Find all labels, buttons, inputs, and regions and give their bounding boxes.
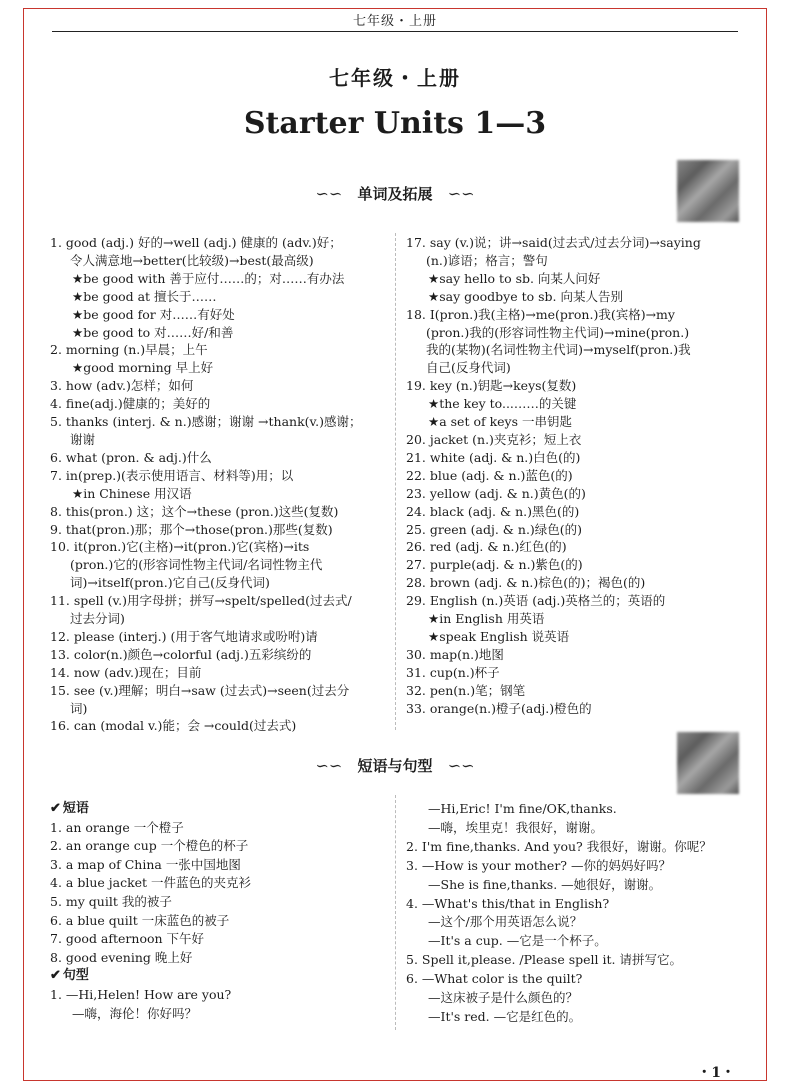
vocab-entry-line: ★good morning 早上好	[72, 360, 214, 376]
units-title: Starter Units 1—3	[243, 106, 547, 141]
sentence-line: —嗨，埃里克！我很好，谢谢。	[428, 819, 604, 835]
sentence-line: 3. —How is your mother? —你的妈妈好吗？	[406, 857, 671, 873]
vocab-entry-line: 11. spell (v.)用字母拼；拼写→spelt/spelled(过去式/	[50, 593, 352, 609]
vocab-entry-line: ★in English 用英语	[428, 611, 545, 627]
vocab-entry-line: ★be good at 擅长于……	[72, 288, 217, 304]
vocab-entry-line: 14. now (adv.)现在；目前	[50, 664, 202, 680]
section-header-phrases	[0, 755, 790, 776]
section-title-phrases: 短语与句型	[357, 757, 433, 775]
sentence-line: —Hi,Eric! I'm fine/OK,thanks.	[428, 801, 617, 816]
check-icon: ✔	[50, 801, 61, 816]
qr-code-phrases[interactable]	[677, 732, 739, 794]
vocab-column-right	[406, 234, 746, 717]
swirl-ornament-right: ∽∽	[447, 756, 475, 775]
section-header-vocab	[0, 183, 790, 204]
vocab-entry-line: 13. color(n.)颜色→colorful (adj.)五彩缤纷的	[50, 646, 312, 662]
vocab-entry-line: 25. green (adj. & n.)绿色(的)	[406, 521, 583, 537]
vocab-entry-line: 29. English (n.)英语 (adj.)英格兰的；英语的	[406, 593, 666, 609]
vocab-entry-line: 过去分词)	[70, 611, 125, 627]
vocab-entry-line: 我的(某物)(名词性物主代词)→myself(pron.)我	[426, 342, 691, 358]
vocab-entry-line: 9. that(pron.)那；那个→those(pron.)那些(复数)	[50, 521, 333, 537]
vocab-entry-line: 17. say (v.)说；讲→said(过去式/过去分词)→saying	[406, 235, 701, 250]
vocab-entry-line: 词)	[70, 700, 88, 716]
sentence-line: 5. Spell it,please. /Please spell it. 请拼写它。	[406, 952, 682, 968]
sentence-line: —It's a cup. —它是一个杯子。	[428, 933, 607, 949]
sentence-line: —这个/那个用英语怎么说？	[428, 914, 583, 930]
swirl-ornament-left: ∽∽	[315, 756, 343, 775]
vocab-entry-line: (n.)谚语；格言；警句	[426, 252, 548, 268]
sentence-line: 4. —What's this/that in English?	[406, 895, 610, 911]
vocab-entry-line: 词)→itself(pron.)它自己(反身代词)	[70, 575, 270, 591]
vocab-entry-line: ★in Chinese 用汉语	[72, 485, 192, 501]
vocab-entry-line: 7. in(prep.)(表示使用语言、材料等)用；以	[50, 467, 294, 483]
sentence-line: —这床被子是什么颜色的？	[428, 990, 579, 1006]
vocab-entry-line: 19. key (n.)钥匙→keys(复数)	[406, 378, 577, 394]
vocab-entry-line: 谢谢	[70, 431, 96, 447]
vocab-entry-line: 32. pen(n.)笔；钢笔	[406, 682, 526, 698]
swirl-ornament-right: ∽∽	[447, 184, 475, 203]
vocab-entry-line: 26. red (adj. & n.)红色(的)	[406, 539, 567, 555]
phrase-item: 4. a blue jacket 一件蓝色的夹克衫	[50, 875, 252, 891]
vocab-entry-line: 1. good (adj.) 好的→well (adj.) 健康的 (adv.)好；	[50, 235, 342, 250]
vocab-entry-line: ★a set of keys 一串钥匙	[428, 414, 572, 430]
vocab-entry-line: 自己(反身代词)	[426, 360, 511, 376]
phrase-item: 8. good evening 晚上好	[50, 949, 193, 965]
vocab-entry-line: ★the key to...……的关键	[428, 396, 577, 412]
vocab-entry-line: 令人满意地→better(比较级)→best(最高级)	[70, 252, 314, 268]
vocab-entry-line: ★be good for 对……有好处	[72, 306, 235, 322]
sentence-line: 6. —What color is the quilt?	[406, 971, 583, 987]
vocab-entry-line: 18. I(pron.)我(主格)→me(pron.)我(宾格)→my	[406, 306, 675, 322]
sentence-line: —嗨，海伦！你好吗？	[72, 1005, 198, 1021]
vocab-entry-line: 5. thanks (interj. & n.)感谢；谢谢 →thank(v.)感谢；	[50, 414, 362, 430]
vocab-entry-line: (pron.)它的(形容词性物主代词/名词性物主代	[70, 557, 323, 573]
running-header: 七年级・上册	[352, 14, 437, 29]
phrase-item: 7. good afternoon 下午好	[50, 931, 205, 947]
column-divider	[395, 233, 396, 730]
swirl-ornament-left: ∽∽	[315, 184, 343, 203]
phrase-item: 6. a blue quilt 一床蓝色的被子	[50, 912, 230, 928]
phrase-item: 5. my quilt 我的被子	[50, 893, 172, 909]
vocab-column-left	[50, 234, 385, 735]
vocab-entry-line: (pron.)我的(形容词性物主代词)→mine(pron.)	[426, 324, 690, 340]
vocab-entry-line: 10. it(pron.)它(主格)→it(pron.)它(宾格)→its	[50, 539, 310, 555]
vocab-entry-line: 21. white (adj. & n.)白色(的)	[406, 449, 581, 465]
check-icon: ✔	[50, 968, 61, 984]
phrase-item: 1. an orange 一个橙子	[50, 819, 184, 835]
sentence-line: —She is fine,thanks. —她很好，谢谢。	[428, 876, 662, 892]
vocab-entry-line: 33. orange(n.)橙子(adj.)橙色的	[406, 700, 592, 716]
sentence-line: 1. —Hi,Helen! How are you?	[50, 986, 232, 1002]
qr-code-vocab[interactable]	[677, 160, 739, 222]
vocab-entry-line: 12. please (interj.) (用于客气地请求或吩咐)请	[50, 628, 318, 644]
grade-title: 七年级・上册	[329, 66, 461, 90]
vocab-entry-line: 2. morning (n.)早晨；上午	[50, 342, 208, 358]
vocab-entry-line: 22. blue (adj. & n.)蓝色(的)	[406, 467, 573, 483]
phrase-item: 3. a map of China 一张中国地图	[50, 856, 241, 872]
section-title-vocab: 单词及拓展	[357, 185, 433, 203]
sentence-line: —It's red. —它是红色的。	[428, 1008, 582, 1024]
header-rule	[52, 31, 738, 32]
vocab-entry-line: 4. fine(adj.)健康的；美好的	[50, 396, 211, 412]
phrases-column-right	[406, 800, 746, 1027]
vocab-entry-line: ★say goodbye to sb. 向某人告别	[428, 288, 623, 304]
subhead-short: ✔ 短语	[50, 800, 385, 819]
phrase-item: 2. an orange cup 一个橙色的杯子	[50, 838, 249, 854]
page-number: ・1・	[697, 1065, 735, 1081]
vocab-entry-line: 30. map(n.)地图	[406, 646, 504, 662]
vocab-entry-line: 15. see (v.)理解；明白→saw (过去式)→seen(过去分	[50, 682, 350, 698]
vocab-entry-line: 23. yellow (adj. & n.)黄色(的)	[406, 485, 586, 501]
phrases-column-left	[50, 800, 385, 1023]
vocab-entry-line: 8. this(pron.) 这；这个→these (pron.)这些(复数)	[50, 503, 339, 519]
vocab-entry-line: 3. how (adv.)怎样；如何	[50, 378, 194, 394]
vocab-entry-line: 31. cup(n.)杯子	[406, 664, 500, 680]
vocab-entry-line: ★say hello to sb. 向某人问好	[428, 270, 601, 286]
vocab-entry-line: ★speak English 说英语	[428, 628, 570, 644]
vocab-entry-line: 20. jacket (n.)夹克衫；短上衣	[406, 431, 582, 447]
vocab-entry-line: 24. black (adj. & n.)黑色(的)	[406, 503, 580, 519]
column-divider	[395, 795, 396, 1030]
subhead-sentence: ✔ 句型	[50, 967, 385, 986]
vocab-entry-line: 28. brown (adj. & n.)棕色(的)；褐色(的)	[406, 575, 646, 591]
vocab-entry-line: 27. purple(adj. & n.)紫色(的)	[406, 557, 583, 573]
vocab-entry-line: 16. can (modal v.)能；会 →could(过去式)	[50, 718, 297, 734]
sentence-line: 2. I'm fine,thanks. And you? 我很好，谢谢。你呢？	[406, 838, 712, 854]
vocab-entry-line: 6. what (pron. & adj.)什么	[50, 449, 212, 465]
vocab-entry-line: ★be good with 善于应付……的；对……有办法	[72, 270, 345, 286]
vocab-entry-line: ★be good to 对……好/和善	[72, 324, 234, 340]
